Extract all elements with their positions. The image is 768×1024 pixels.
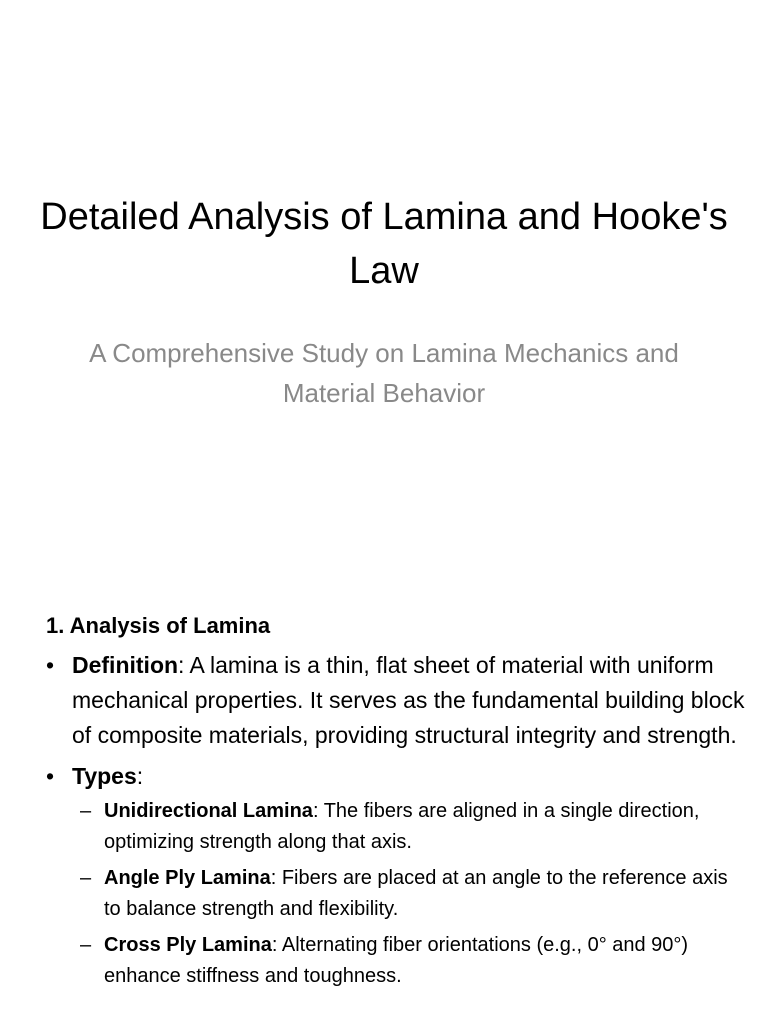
slide-title: Detailed Analysis of Lamina and Hooke's Law [40,196,728,292]
bullet-icon: • [46,763,55,789]
definition-text: A lamina is a thin, flat sheet of material with uniform mechanical properties. It serves as the fundamental building block of composite materials, providing structural integrity and strength. [72,652,745,748]
unidirectional-term: Unidirectional Lamina [104,800,313,822]
definition-sep: : [178,652,185,678]
dash-icon: – [80,934,92,956]
types-term: Types [72,763,137,789]
types-sep: : [136,763,144,789]
slide-subtitle: A Comprehensive Study on Lamina Mechanics and Material Behavior [89,338,679,408]
bullet-icon: • [46,652,55,678]
section-heading: 1. Analysis of Lamina [46,613,271,638]
bullet-list [46,648,746,992]
list-item-types [46,759,746,992]
sub-item-unidirectional [76,796,746,858]
cross-ply-text: : Alternating fiber orientations (e.g., 0° and 90°) enhance stiffness and toughness. [104,934,689,987]
angle-ply-text: : Fibers are placed at an angle to the reference axis to balance strength and flexibility. [104,867,728,920]
definition-term: Definition [72,652,179,678]
sub-item-cross-ply [76,930,746,992]
dash-icon: – [80,800,92,822]
dash-icon: – [80,867,92,889]
sub-item-angle-ply [76,863,746,925]
types-sub-list [76,796,746,992]
unidirectional-text: : The fibers are aligned in a single direction, optimizing strength along that axis. [104,800,700,853]
cross-ply-term: Cross Ply Lamina [104,934,272,956]
list-item-definition [46,648,746,753]
angle-ply-term: Angle Ply Lamina [104,867,271,889]
lamina-analysis-section [46,608,746,998]
